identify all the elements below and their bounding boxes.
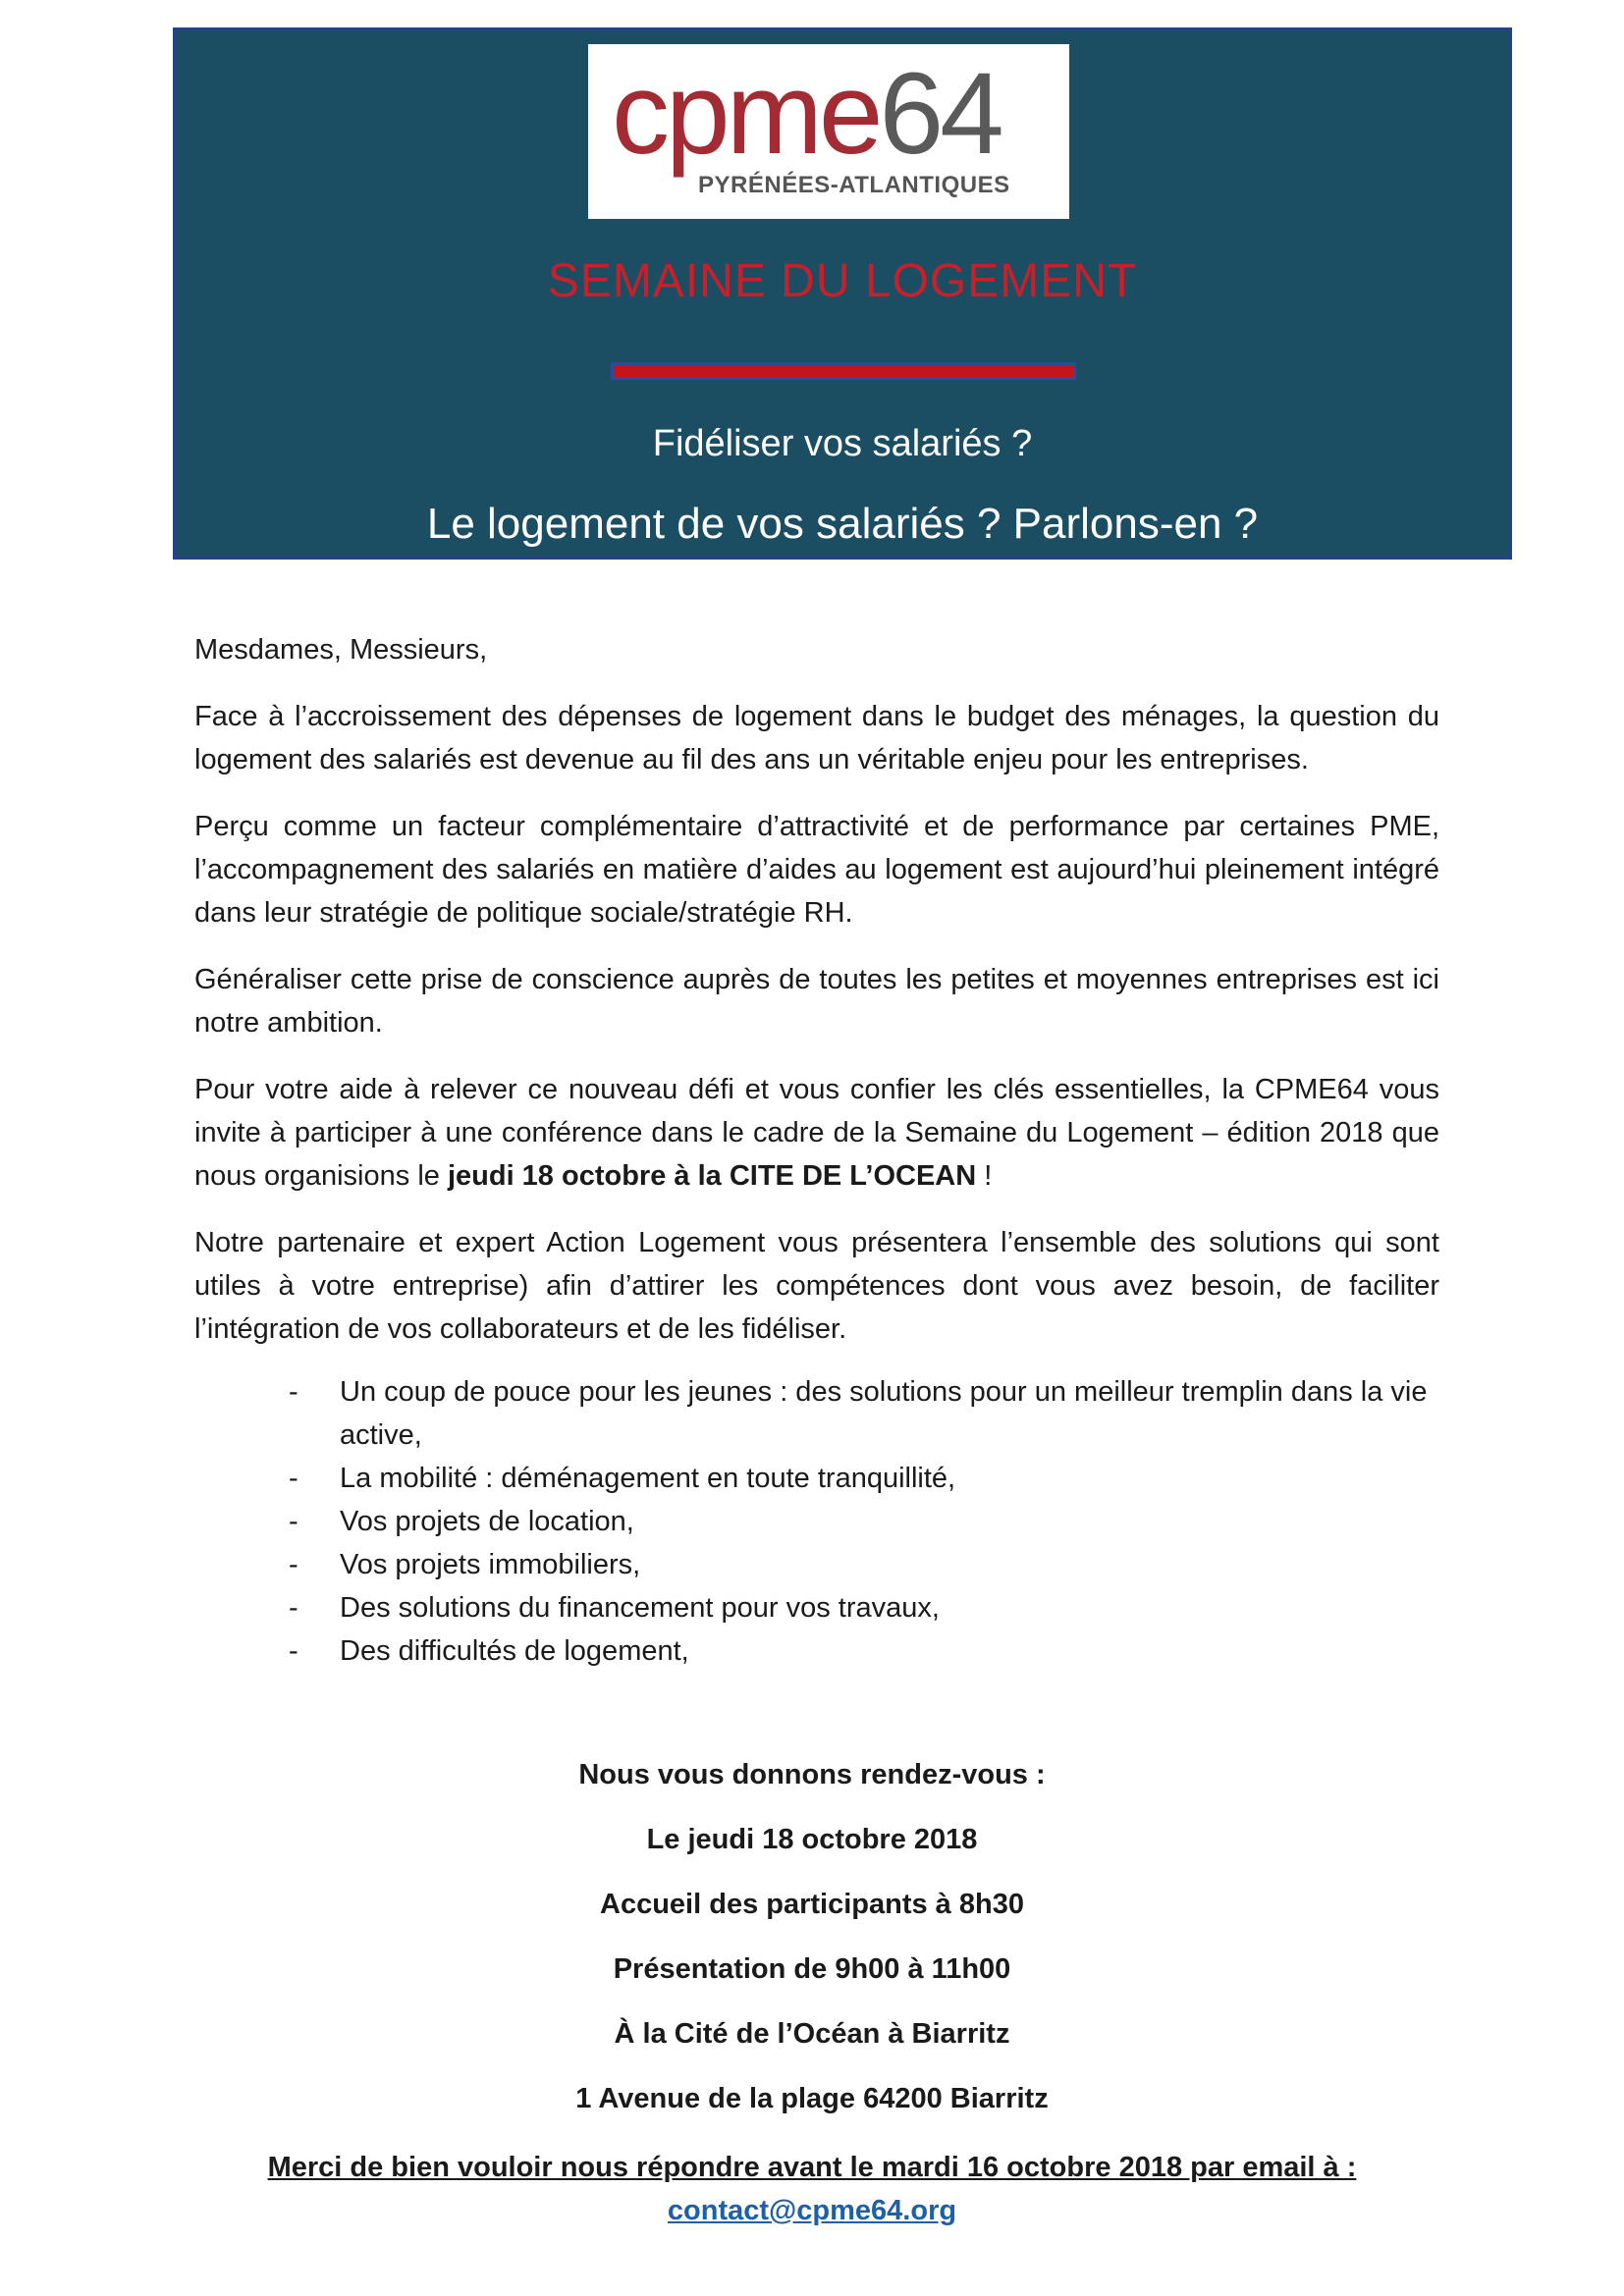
list-item: - Vos projets de location,	[289, 1500, 1439, 1543]
paragraph-2: Perçu comme un facteur complémentaire d’attractivité et de performance par certaines PME, l’accompagnement des salariés en matière d’aides au logement est aujourd’hui pleinement intégré dans leur stratégie de politique sociale/stratégie RH.	[194, 811, 1439, 929]
contact-email-link[interactable]: contact@cpme64.org	[667, 2195, 957, 2226]
letter-body	[194, 628, 1439, 1673]
rendezvous-welcome: Accueil des participants à 8h30	[600, 1889, 1024, 1920]
logo-number: 64	[879, 49, 1001, 179]
list-item: - Un coup de pouce pour les jeunes : des solutions pour un meilleur tremplin dans la vie active,	[289, 1370, 1439, 1457]
paragraph-4	[194, 1068, 1439, 1198]
banner-title: SEMAINE DU LOGEMENT	[547, 255, 1138, 307]
paragraph-1: Face à l’accroissement des dépenses de logement dans le budget des ménages, la question du logement des salariés est devenue au fil des ans un véritable enjeu pour les entreprises.	[194, 701, 1439, 775]
header-banner	[173, 27, 1512, 560]
list-item: - Des solutions du financement pour vos travaux,	[289, 1586, 1439, 1629]
rendezvous-block	[0, 1753, 1624, 2142]
title-divider	[611, 362, 1076, 380]
rendezvous-date: Le jeudi 18 octobre 2018	[646, 1824, 978, 1855]
rendezvous-presentation: Présentation de 9h00 à 11h00	[613, 1953, 1011, 1985]
reply-block	[0, 2146, 1624, 2232]
paragraph-5: Notre partenaire et expert Action Logement vous présentera l’ensemble des solutions qui sont utiles à votre entreprise) afin d’attirer les compétences dont vous avez besoin, de faciliter l’intégration de vos collaborateurs et de les fidéliser.	[194, 1227, 1439, 1345]
rendezvous-address: 1 Avenue de la plage 64200 Biarritz	[575, 2083, 1049, 2114]
rendezvous-place: À la Cité de l’Océan à Biarritz	[614, 2018, 1010, 2050]
logo-brand: cpme	[612, 49, 880, 179]
banner-subtitle-1: Fidéliser vos salariés ?	[652, 423, 1033, 464]
list-item: - La mobilité : déménagement en toute tranquillité,	[289, 1457, 1439, 1500]
paragraph-4-end: !	[976, 1160, 993, 1192]
paragraph-3: Généraliser cette prise de conscience auprès de toutes les petites et moyennes entreprises est ici notre ambition.	[194, 964, 1439, 1039]
banner-subtitle-2: Le logement de vos salariés ? Parlons-en ?	[426, 500, 1259, 548]
salutation: Mesdames, Messieurs,	[194, 634, 488, 666]
solutions-list	[194, 1370, 1439, 1673]
rendezvous-heading: Nous vous donnons rendez-vous :	[578, 1759, 1046, 1790]
paragraph-4-start: Pour votre aide à relever ce nouveau défi et vous confier les clés essentielles, la CPME64 vous invite à participer à une conférence dans le cadre de la Semaine du Logement – édition 2018 que nous organisions le	[194, 1074, 1439, 1192]
logo-wordmark	[612, 50, 1001, 178]
list-item: - Vos projets immobiliers,	[289, 1543, 1439, 1586]
cpme64-logo	[588, 44, 1069, 219]
event-highlight: jeudi 18 octobre à la CITE DE L’OCEAN	[447, 1160, 977, 1192]
reply-instruction: Merci de bien vouloir nous répondre avant le mardi 16 octobre 2018 par email à :	[267, 2152, 1357, 2183]
logo-region: PYRÉNÉES-ATLANTIQUES	[698, 172, 1010, 198]
list-item: - Des difficultés de logement,	[289, 1629, 1439, 1673]
